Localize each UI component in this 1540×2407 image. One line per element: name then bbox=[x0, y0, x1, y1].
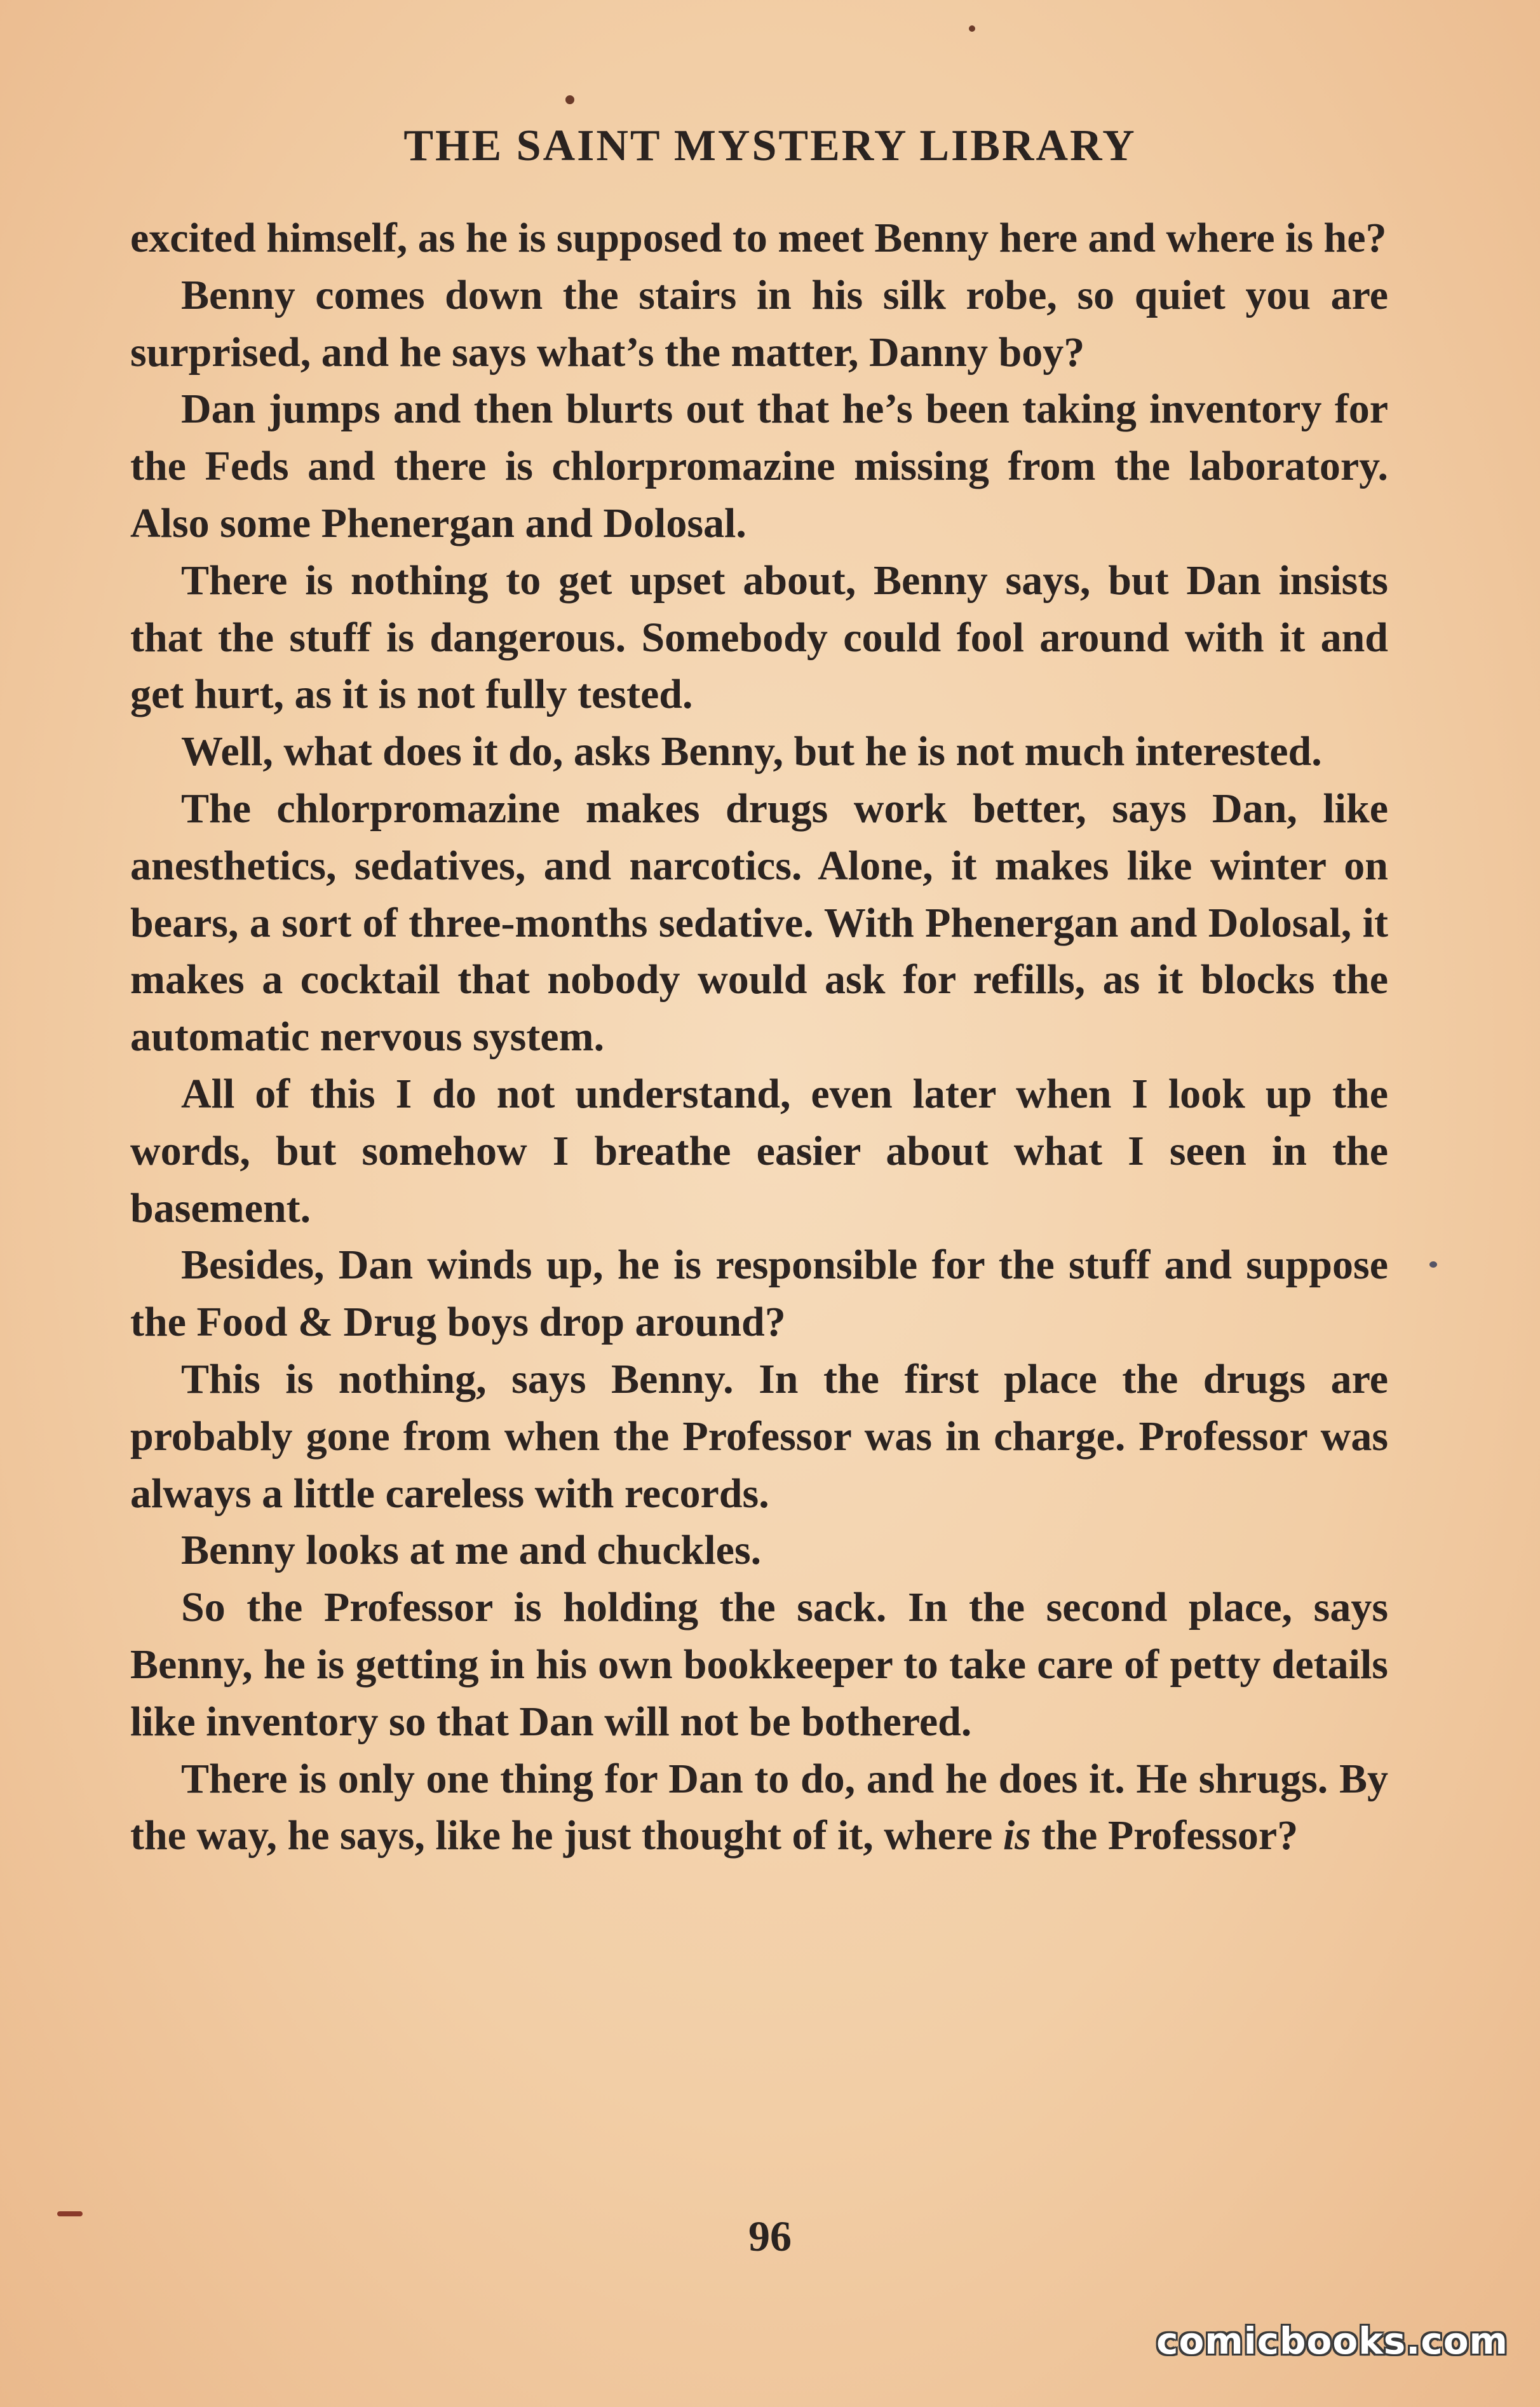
body-text bbox=[130, 210, 1388, 1864]
text-run: There is only one thing for Dan to do, and he does it. He shrugs. By the way, he says, like he just thought of it, where bbox=[130, 1755, 1388, 1859]
paragraph-last bbox=[130, 1751, 1388, 1865]
paper-speck bbox=[1429, 1261, 1437, 1268]
text-run: the Professor? bbox=[1030, 1812, 1299, 1859]
paragraph: Besides, Dan winds up, he is responsible for the stuff and suppose the Food & Drug boys drop around? bbox=[130, 1242, 1388, 1346]
paper-speck bbox=[565, 95, 574, 104]
paragraph: All of this I do not understand, even later when I look up the words, but somehow I breathe easier about what I seen in the basement. bbox=[130, 1070, 1388, 1231]
emphasis-text: is bbox=[1003, 1812, 1031, 1859]
paragraph: Benny looks at me and chuckles. bbox=[181, 1527, 762, 1574]
paragraph: The chlorpromazine makes drugs work better, says Dan, like anesthetics, sedatives, and narcotics. Alone, it makes like winter on bears, a sort of three-months sedative. With Phenergan and Dolosal, it makes a cocktail that nobody would ask for refills, as it blocks the automatic nervous system. bbox=[130, 785, 1388, 1061]
paragraph: excited himself, as he is supposed to meet Benny here and where is he? bbox=[130, 215, 1387, 261]
paragraph: Benny comes down the stairs in his silk robe, so quiet you are surprised, and he says what’s the matter, Danny boy? bbox=[130, 271, 1388, 376]
paragraph: So the Professor is holding the sack. In the second place, says Benny, he is getting in his own bookkeeper to take care of petty details like inventory so that Dan will not be bothered. bbox=[130, 1584, 1388, 1745]
paragraph: Dan jumps and then blurts out that he’s been taking inventory for the Feds and there is chlorpromazine missing from the laboratory. Also some Phenergan and Dolosal. bbox=[130, 386, 1388, 546]
page-number: 96 bbox=[748, 2212, 792, 2260]
paragraph: There is nothing to get upset about, Benny says, but Dan insists that the stuff is dangerous. Somebody could fool around with it and get hurt, as it is not fully tested. bbox=[130, 557, 1388, 718]
paper-speck bbox=[969, 25, 975, 32]
watermark: comicbooks.com bbox=[1156, 2319, 1508, 2363]
paragraph: This is nothing, says Benny. In the first place the drugs are probably gone from when the Professor was in charge. Professor was always a little careless with records. bbox=[130, 1355, 1388, 1517]
running-head: THE SAINT MYSTERY LIBRARY bbox=[403, 121, 1137, 170]
paragraph: Well, what does it do, asks Benny, but he is not much interested. bbox=[181, 728, 1322, 775]
